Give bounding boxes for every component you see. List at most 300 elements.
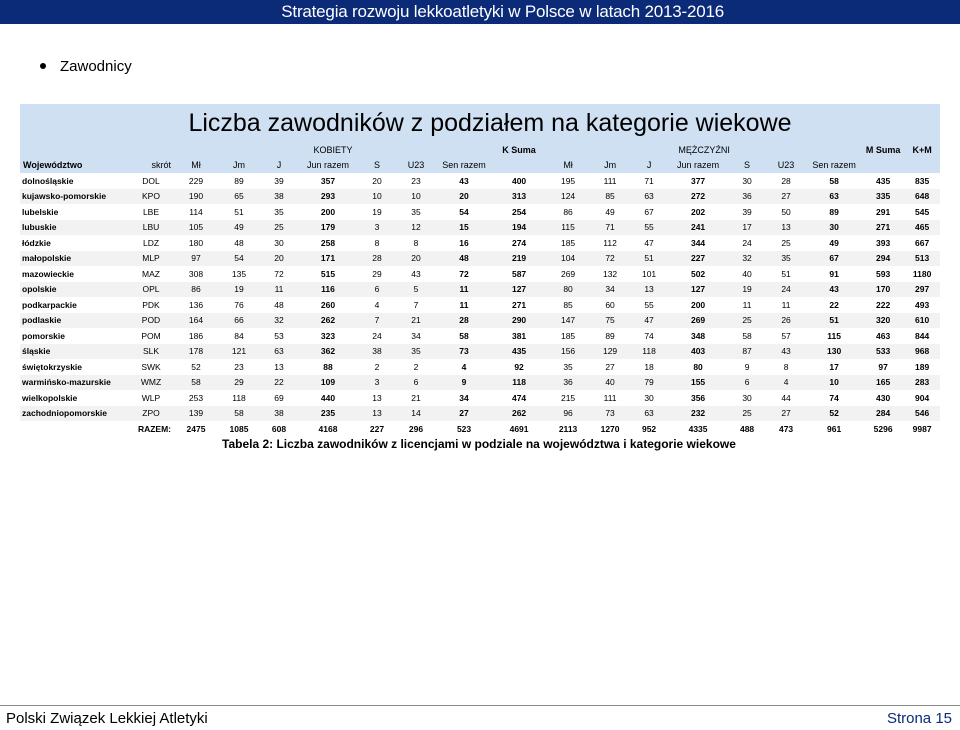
value-cell: 58 bbox=[459, 330, 469, 341]
value-cell: 254 bbox=[511, 206, 527, 217]
value-cell: 132 bbox=[602, 268, 618, 279]
region-code-cell: POM bbox=[141, 330, 161, 341]
value-cell: 50 bbox=[781, 206, 791, 217]
value-cell: 6 bbox=[728, 375, 766, 391]
total-value-cell: 4335 bbox=[668, 421, 728, 437]
value-cell: 118 bbox=[630, 344, 668, 360]
value-cell: 30 bbox=[742, 392, 752, 403]
value-cell: 222 bbox=[876, 299, 891, 310]
value-cell: 25 bbox=[781, 237, 791, 248]
value-cell: 7 bbox=[413, 299, 419, 310]
value-cell: 835 bbox=[915, 175, 930, 186]
total-value-cell: 1085 bbox=[218, 421, 260, 437]
value-cell: 89 bbox=[605, 330, 615, 341]
value-cell: 12 bbox=[396, 220, 436, 236]
table-row bbox=[20, 344, 940, 360]
region-name-cell: opolskie bbox=[20, 282, 128, 298]
value-cell: 262 bbox=[298, 313, 358, 329]
value-cell: 165 bbox=[862, 375, 904, 391]
value-cell: 648 bbox=[904, 189, 940, 205]
table-row bbox=[20, 235, 940, 251]
value-cell: 284 bbox=[862, 406, 904, 422]
value-cell: 465 bbox=[904, 220, 940, 236]
value-cell: 313 bbox=[492, 189, 546, 205]
table-row bbox=[20, 375, 940, 391]
value-cell: 381 bbox=[511, 330, 527, 341]
value-cell: 71 bbox=[644, 175, 654, 186]
value-cell: 546 bbox=[904, 406, 940, 422]
total-value-cell: 227 bbox=[358, 421, 396, 437]
value-cell: 11 bbox=[436, 282, 492, 298]
value-cell: 435 bbox=[492, 344, 546, 360]
value-cell: 593 bbox=[876, 268, 891, 279]
header-bar bbox=[0, 0, 960, 24]
value-cell: 667 bbox=[915, 237, 930, 248]
value-cell: 79 bbox=[630, 375, 668, 391]
region-code-cell: SWK bbox=[141, 361, 161, 372]
value-cell: 85 bbox=[590, 189, 630, 205]
value-cell: 30 bbox=[644, 392, 654, 403]
value-cell: 27 bbox=[605, 361, 615, 372]
value-cell: 74 bbox=[829, 392, 839, 403]
group-km: K+M bbox=[904, 142, 940, 158]
value-cell: 58 bbox=[829, 175, 839, 186]
value-cell: 89 bbox=[829, 206, 839, 217]
table-row bbox=[20, 328, 940, 344]
value-cell: 115 bbox=[546, 220, 590, 236]
value-cell: 80 bbox=[693, 361, 703, 372]
value-cell: 3 bbox=[358, 375, 396, 391]
value-cell: 67 bbox=[644, 206, 654, 217]
value-cell: 30 bbox=[742, 175, 752, 186]
total-row bbox=[20, 421, 940, 437]
value-cell: 403 bbox=[668, 344, 728, 360]
region-code-cell: KPO bbox=[128, 189, 174, 205]
footer-page-number: Strona 15 bbox=[886, 710, 952, 727]
value-cell: 13 bbox=[766, 220, 806, 236]
value-cell: 171 bbox=[298, 251, 358, 267]
column-header: Mł bbox=[546, 158, 590, 174]
value-cell: 27 bbox=[766, 189, 806, 205]
value-cell: 262 bbox=[492, 406, 546, 422]
value-cell: 229 bbox=[188, 175, 204, 186]
value-cell: 58 bbox=[742, 330, 752, 341]
region-name-cell: warmińsko-mazurskie bbox=[20, 375, 128, 391]
column-header: Jm bbox=[590, 158, 630, 174]
value-cell: 48 bbox=[274, 299, 284, 310]
value-cell: 52 bbox=[806, 406, 862, 422]
region-code-cell: POD bbox=[128, 313, 174, 329]
value-cell: 23 bbox=[234, 361, 244, 372]
value-cell: 44 bbox=[781, 392, 791, 403]
value-cell: 533 bbox=[862, 344, 904, 360]
total-value-cell: 4691 bbox=[492, 421, 546, 437]
value-cell: 55 bbox=[644, 299, 654, 310]
value-cell: 72 bbox=[459, 268, 469, 279]
value-cell: 5 bbox=[396, 282, 436, 298]
value-cell: 97 bbox=[878, 361, 888, 372]
region-name-cell: lubuskie bbox=[20, 220, 128, 236]
table-row bbox=[20, 204, 940, 220]
value-cell: 179 bbox=[298, 220, 358, 236]
column-header: skrót bbox=[128, 158, 174, 174]
value-cell: 20 bbox=[436, 189, 492, 205]
column-header: U23 bbox=[766, 158, 806, 174]
value-cell: 101 bbox=[641, 268, 657, 279]
value-cell: 11 bbox=[742, 299, 752, 310]
value-cell: 19 bbox=[728, 282, 766, 298]
value-cell: 17 bbox=[728, 220, 766, 236]
value-cell: 435 bbox=[876, 175, 891, 186]
value-cell: 35 bbox=[563, 361, 573, 372]
value-cell: 65 bbox=[218, 189, 260, 205]
value-cell: 66 bbox=[218, 313, 260, 329]
region-name-cell: kujawsko-pomorskie bbox=[20, 189, 128, 205]
column-header: Województwo bbox=[20, 158, 128, 174]
value-cell: 235 bbox=[298, 406, 358, 422]
data-table bbox=[20, 142, 940, 437]
table-row bbox=[20, 297, 940, 313]
total-value-cell: 296 bbox=[396, 421, 436, 437]
value-cell: 8 bbox=[374, 237, 380, 248]
value-cell: 51 bbox=[234, 206, 244, 217]
column-header: Sen razem bbox=[806, 158, 862, 174]
value-cell: 260 bbox=[320, 299, 336, 310]
region-name-cell: małopolskie bbox=[20, 251, 128, 267]
value-cell: 27 bbox=[436, 406, 492, 422]
value-cell: 1180 bbox=[912, 268, 932, 279]
value-cell: 34 bbox=[411, 330, 421, 341]
total-value-cell: 1270 bbox=[590, 421, 630, 437]
value-cell: 55 bbox=[630, 220, 668, 236]
value-cell: 49 bbox=[605, 206, 615, 217]
value-cell: 147 bbox=[546, 313, 590, 329]
value-cell: 39 bbox=[274, 175, 284, 186]
value-cell: 38 bbox=[358, 344, 396, 360]
value-cell: 11 bbox=[781, 299, 791, 310]
value-cell: 219 bbox=[492, 251, 546, 267]
value-cell: 30 bbox=[274, 237, 284, 248]
total-value-cell: 488 bbox=[728, 421, 766, 437]
value-cell: 493 bbox=[915, 299, 930, 310]
value-cell: 49 bbox=[829, 237, 839, 248]
value-cell: 22 bbox=[260, 375, 298, 391]
table-row bbox=[20, 266, 940, 282]
value-cell: 127 bbox=[492, 282, 546, 298]
value-cell: 91 bbox=[829, 268, 839, 279]
value-cell: 35 bbox=[274, 206, 284, 217]
column-header-row bbox=[20, 158, 940, 174]
value-cell: 97 bbox=[174, 251, 218, 267]
table-body bbox=[20, 142, 940, 437]
value-cell: 32 bbox=[260, 313, 298, 329]
value-cell: 84 bbox=[234, 330, 244, 341]
value-cell: 2 bbox=[413, 361, 419, 372]
value-cell: 400 bbox=[511, 175, 527, 186]
column-header: Sen razem bbox=[436, 158, 492, 174]
value-cell: 2 bbox=[374, 361, 380, 372]
region-name-cell: łódzkie bbox=[22, 237, 51, 248]
section-label: Zawodnicy bbox=[60, 58, 132, 75]
value-cell: 502 bbox=[690, 268, 706, 279]
column-header: Mł bbox=[174, 158, 218, 174]
value-cell: 271 bbox=[862, 220, 904, 236]
column-header: J bbox=[630, 158, 668, 174]
value-cell: 7 bbox=[358, 313, 396, 329]
value-cell: 17 bbox=[829, 361, 839, 372]
value-cell: 96 bbox=[546, 406, 590, 422]
value-cell: 63 bbox=[806, 189, 862, 205]
column-header: U23 bbox=[396, 158, 436, 174]
value-cell: 40 bbox=[742, 268, 752, 279]
value-cell: 114 bbox=[189, 206, 203, 217]
value-cell: 47 bbox=[644, 237, 654, 248]
section-bullet bbox=[40, 56, 132, 78]
table-row bbox=[20, 282, 940, 298]
value-cell: 26 bbox=[766, 313, 806, 329]
value-cell: 253 bbox=[188, 392, 204, 403]
total-value-cell bbox=[20, 421, 128, 437]
value-cell: 63 bbox=[630, 406, 668, 422]
group-women: KOBIETY bbox=[174, 142, 492, 158]
region-name-cell: podlaskie bbox=[20, 313, 128, 329]
value-cell: 587 bbox=[511, 268, 527, 279]
value-cell: 18 bbox=[644, 361, 654, 372]
region-code-cell: WLP bbox=[141, 392, 161, 403]
value-cell: 53 bbox=[274, 330, 284, 341]
region-code-cell: ZPO bbox=[128, 406, 174, 422]
region-code-cell: LBU bbox=[128, 220, 174, 236]
value-cell: 13 bbox=[372, 392, 382, 403]
column-header: S bbox=[358, 158, 396, 174]
total-value-cell: 523 bbox=[436, 421, 492, 437]
value-cell: 51 bbox=[781, 268, 791, 279]
value-cell: 32 bbox=[728, 251, 766, 267]
value-cell: 4 bbox=[766, 375, 806, 391]
column-header-empty bbox=[904, 158, 940, 174]
value-cell: 51 bbox=[630, 251, 668, 267]
value-cell: 232 bbox=[668, 406, 728, 422]
value-cell: 20 bbox=[260, 251, 298, 267]
value-cell: 74 bbox=[644, 330, 654, 341]
column-header: Jun razem bbox=[298, 158, 358, 174]
value-cell: 164 bbox=[174, 313, 218, 329]
table-row bbox=[20, 313, 940, 329]
value-cell: 202 bbox=[690, 206, 706, 217]
footer-divider bbox=[0, 705, 960, 706]
value-cell: 73 bbox=[590, 406, 630, 422]
value-cell: 51 bbox=[806, 313, 862, 329]
value-cell: 13 bbox=[630, 282, 668, 298]
value-cell: 200 bbox=[320, 206, 336, 217]
value-cell: 215 bbox=[560, 392, 576, 403]
value-cell: 67 bbox=[806, 251, 862, 267]
value-cell: 308 bbox=[188, 268, 204, 279]
value-cell: 293 bbox=[298, 189, 358, 205]
column-header: S bbox=[728, 158, 766, 174]
value-cell: 513 bbox=[904, 251, 940, 267]
value-cell: 4 bbox=[461, 361, 467, 372]
value-cell: 362 bbox=[298, 344, 358, 360]
value-cell: 85 bbox=[563, 299, 573, 310]
value-cell: 89 bbox=[234, 175, 244, 186]
value-cell: 115 bbox=[827, 330, 841, 341]
region-name-cell: dolnośląskie bbox=[22, 175, 74, 186]
value-cell: 156 bbox=[546, 344, 590, 360]
value-cell: 155 bbox=[668, 375, 728, 391]
value-cell: 20 bbox=[372, 175, 382, 186]
region-code-cell: DOL bbox=[142, 175, 160, 186]
value-cell: 258 bbox=[320, 237, 336, 248]
value-cell: 19 bbox=[372, 206, 382, 217]
value-cell: 54 bbox=[459, 206, 469, 217]
value-cell: 127 bbox=[668, 282, 728, 298]
value-cell: 39 bbox=[742, 206, 752, 217]
region-name-cell: podkarpackie bbox=[22, 299, 77, 310]
value-cell: 200 bbox=[690, 299, 706, 310]
value-cell: 58 bbox=[218, 406, 260, 422]
value-cell: 9 bbox=[436, 375, 492, 391]
value-cell: 63 bbox=[260, 344, 298, 360]
region-code-cell: LBE bbox=[142, 206, 160, 217]
value-cell: 73 bbox=[436, 344, 492, 360]
value-cell: 545 bbox=[915, 206, 930, 217]
value-cell: 116 bbox=[298, 282, 358, 298]
value-cell: 474 bbox=[511, 392, 527, 403]
region-code-cell: SLK bbox=[128, 344, 174, 360]
value-cell: 356 bbox=[690, 392, 706, 403]
value-cell: 40 bbox=[590, 375, 630, 391]
value-cell: 4 bbox=[374, 299, 380, 310]
value-cell: 269 bbox=[668, 313, 728, 329]
value-cell: 72 bbox=[274, 268, 284, 279]
value-cell: 69 bbox=[274, 392, 284, 403]
value-cell: 377 bbox=[690, 175, 706, 186]
value-cell: 463 bbox=[876, 330, 891, 341]
value-cell: 283 bbox=[904, 375, 940, 391]
value-cell: 25 bbox=[728, 313, 766, 329]
region-name-cell: zachodniopomorskie bbox=[20, 406, 128, 422]
value-cell: 75 bbox=[590, 313, 630, 329]
value-cell: 241 bbox=[668, 220, 728, 236]
value-cell: 88 bbox=[323, 361, 333, 372]
value-cell: 9 bbox=[744, 361, 750, 372]
value-cell: 49 bbox=[218, 220, 260, 236]
value-cell: 86 bbox=[563, 206, 573, 217]
value-cell: 10 bbox=[806, 375, 862, 391]
value-cell: 170 bbox=[862, 282, 904, 298]
table-row bbox=[20, 189, 940, 205]
group-k-sum: K Suma bbox=[492, 142, 546, 158]
value-cell: 11 bbox=[459, 299, 469, 310]
region-name-cell: wielkopolskie bbox=[22, 392, 78, 403]
bullet-icon bbox=[40, 63, 46, 69]
total-value-cell: 9987 bbox=[904, 421, 940, 437]
value-cell: 11 bbox=[260, 282, 298, 298]
value-cell: 6 bbox=[358, 282, 396, 298]
value-cell: 43 bbox=[459, 175, 469, 186]
column-header: J bbox=[260, 158, 298, 174]
value-cell: 76 bbox=[234, 299, 244, 310]
value-cell: 43 bbox=[411, 268, 421, 279]
value-cell: 195 bbox=[560, 175, 576, 186]
value-cell: 610 bbox=[904, 313, 940, 329]
value-cell: 6 bbox=[396, 375, 436, 391]
total-value-cell: 2475 bbox=[174, 421, 218, 437]
value-cell: 335 bbox=[862, 189, 904, 205]
value-cell: 28 bbox=[358, 251, 396, 267]
region-code-cell: OPL bbox=[128, 282, 174, 298]
value-cell: 190 bbox=[174, 189, 218, 205]
value-cell: 35 bbox=[766, 251, 806, 267]
value-cell: 130 bbox=[806, 344, 862, 360]
value-cell: 344 bbox=[690, 237, 706, 248]
value-cell: 24 bbox=[766, 282, 806, 298]
value-cell: 111 bbox=[603, 392, 617, 403]
value-cell: 87 bbox=[728, 344, 766, 360]
value-cell: 35 bbox=[396, 344, 436, 360]
value-cell: 34 bbox=[590, 282, 630, 298]
header-title: Strategia rozwoju lekkoatletyki w Polsce w latach 2013-2016 bbox=[281, 2, 724, 21]
value-cell: 29 bbox=[218, 375, 260, 391]
value-cell: 27 bbox=[766, 406, 806, 422]
column-header: Jm bbox=[218, 158, 260, 174]
value-cell: 21 bbox=[396, 313, 436, 329]
column-header: Jun razem bbox=[668, 158, 728, 174]
region-name-cell: lubelskie bbox=[22, 206, 59, 217]
value-cell: 25 bbox=[728, 406, 766, 422]
value-cell: 80 bbox=[546, 282, 590, 298]
value-cell: 71 bbox=[590, 220, 630, 236]
value-cell: 194 bbox=[492, 220, 546, 236]
table-caption: Tabela 2: Liczba zawodników z licencjami w podziale na województwa i kategorie wiekowe bbox=[222, 437, 736, 451]
value-cell: 34 bbox=[459, 392, 469, 403]
table-row bbox=[20, 406, 940, 422]
group-empty-cell bbox=[20, 142, 174, 158]
total-value-cell: 5296 bbox=[862, 421, 904, 437]
value-cell: 291 bbox=[876, 206, 891, 217]
value-cell: 323 bbox=[320, 330, 336, 341]
value-cell: 58 bbox=[174, 375, 218, 391]
value-cell: 440 bbox=[320, 392, 336, 403]
table-row bbox=[20, 390, 940, 406]
value-cell: 22 bbox=[829, 299, 839, 310]
value-cell: 272 bbox=[668, 189, 728, 205]
total-value-cell: 952 bbox=[630, 421, 668, 437]
value-cell: 112 bbox=[603, 237, 617, 248]
value-cell: 36 bbox=[728, 189, 766, 205]
value-cell: 92 bbox=[514, 361, 524, 372]
value-cell: 135 bbox=[231, 268, 247, 279]
table-row bbox=[20, 220, 940, 236]
value-cell: 904 bbox=[915, 392, 930, 403]
value-cell: 118 bbox=[492, 375, 546, 391]
region-code-cell: MLP bbox=[128, 251, 174, 267]
column-header-empty bbox=[492, 158, 546, 174]
region-code-cell: WMZ bbox=[128, 375, 174, 391]
region-name-cell: mazowieckie bbox=[22, 268, 74, 279]
region-code-cell: MAZ bbox=[142, 268, 160, 279]
value-cell: 180 bbox=[188, 237, 204, 248]
value-cell: 274 bbox=[511, 237, 527, 248]
region-name-cell: świętokrzyskie bbox=[22, 361, 83, 372]
value-cell: 111 bbox=[603, 175, 617, 186]
value-cell: 10 bbox=[358, 189, 396, 205]
value-cell: 13 bbox=[274, 361, 284, 372]
value-cell: 63 bbox=[630, 189, 668, 205]
value-cell: 290 bbox=[492, 313, 546, 329]
total-value-cell: 608 bbox=[260, 421, 298, 437]
